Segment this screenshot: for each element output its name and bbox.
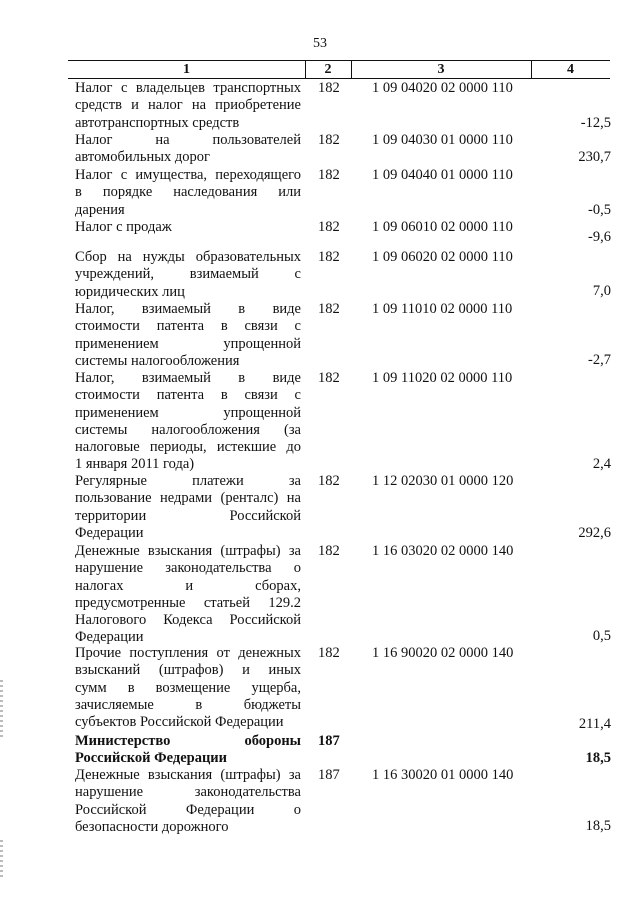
row-name: [75, 80, 301, 132]
row-name: [75, 473, 301, 542]
row-budget-code: 1 16 03020 02 0000 140: [372, 543, 514, 559]
row-amount: 292,6: [578, 525, 611, 541]
row-admin-code: 182: [318, 132, 340, 148]
row-name-line: стоимости патента в связи с: [75, 387, 301, 404]
row-name-line: Прочие поступления от денежных: [75, 645, 301, 661]
row-name-line: юридических лиц: [75, 283, 185, 300]
row-name-line: Российской Федерации: [75, 750, 228, 767]
row-admin-code: 182: [318, 543, 340, 559]
row-name: [75, 733, 301, 768]
row-name-line: Федерации: [75, 629, 144, 646]
row-name-line: Сбор на нужды образовательных: [75, 249, 301, 265]
row-amount: -2,7: [588, 352, 611, 368]
row-admin-code: 182: [318, 80, 340, 96]
row-name: [75, 301, 301, 370]
row-admin-code: 187: [318, 767, 340, 783]
row-name-line: Налог с имущества, переходящего: [75, 167, 301, 183]
scan-edge-mark: [0, 840, 3, 880]
row-name-line: Налог с продаж: [75, 219, 172, 235]
row-amount: 7,0: [592, 283, 611, 299]
page-number: 53: [313, 36, 327, 51]
row-name-line: Регулярные платежи за: [75, 473, 301, 489]
row-name-line: территории Российской: [75, 507, 301, 524]
row-admin-code: 182: [318, 167, 340, 183]
row-name: [75, 219, 301, 236]
row-name: [75, 767, 301, 836]
row-name: [75, 249, 301, 301]
row-name-line: взысканий (штрафов) и иных: [75, 662, 301, 679]
row-amount: -9,6: [588, 229, 611, 245]
row-name: [75, 645, 301, 731]
row-name-line: учреждений, взимаемый с: [75, 266, 301, 283]
row-name-line: применением упрощенной: [75, 335, 301, 352]
row-name-line: применением упрощенной: [75, 404, 301, 421]
row-name-line: Налог, взимаемый в виде: [75, 370, 301, 386]
row-amount: -12,5: [580, 115, 611, 131]
row-amount: 2,4: [592, 456, 611, 472]
scan-edge-mark: [0, 680, 3, 740]
row-budget-code: 1 09 11020 02 0000 110: [372, 370, 513, 386]
row-budget-code: 1 09 04030 01 0000 110: [372, 132, 513, 148]
row-name: [75, 543, 301, 647]
row-amount: 230,7: [578, 149, 611, 165]
row-name-line: налоговые периоды, истекшие до: [75, 439, 301, 456]
row-amount: -0,5: [588, 202, 611, 218]
row-name-line: нарушение законодательства: [75, 784, 301, 801]
header-col-1: 1: [183, 62, 190, 77]
row-amount: 18,5: [585, 750, 611, 766]
row-amount: 211,4: [578, 716, 611, 732]
header-col-3: 3: [437, 62, 445, 77]
row-name-line: в порядке наследования или: [75, 184, 301, 201]
row-name-line: безопасности дорожного: [75, 818, 229, 835]
row-name-line: дарения: [75, 201, 125, 218]
row-admin-code: 182: [318, 219, 340, 235]
row-amount: 18,5: [585, 818, 611, 834]
row-budget-code: 1 09 04020 02 0000 110: [372, 80, 513, 96]
row-name-line: автотранспортных средств: [75, 114, 240, 131]
row-name: [75, 132, 301, 167]
row-budget-code: 1 16 90020 02 0000 140: [372, 645, 514, 661]
row-name: [75, 167, 301, 219]
header-col-2: 2: [324, 62, 332, 77]
row-name-line: субъектов Российской Федерации: [75, 714, 284, 731]
row-amount: 0,5: [592, 628, 611, 644]
row-name-line: Денежные взыскания (штрафы) за: [75, 543, 301, 559]
row-name-line: системы налогообложения: [75, 352, 240, 369]
row-admin-code: 182: [318, 645, 340, 661]
row-name-line: Российской Федерации о: [75, 801, 301, 818]
row-name-line: Министерство обороны: [75, 733, 301, 749]
row-name-line: предусмотренные статьей 129.2: [75, 594, 301, 611]
row-name-line: средств и налог на приобретение: [75, 97, 301, 114]
row-name-line: системы налогообложения (за: [75, 421, 301, 438]
row-name-line: автомобильных дорог: [75, 149, 210, 166]
row-budget-code: 1 12 02030 01 0000 120: [372, 473, 514, 489]
row-admin-code: 182: [318, 301, 340, 317]
row-name-line: нарушение законодательства о: [75, 560, 301, 577]
row-admin-code: 182: [318, 249, 340, 265]
row-name-line: стоимости патента в связи с: [75, 318, 301, 335]
table-header: [68, 60, 610, 79]
row-name-line: налогах и сборах,: [75, 577, 301, 594]
row-admin-code: 187: [318, 733, 340, 749]
row-name-line: зачисляемые в бюджеты: [75, 696, 301, 713]
header-col-4: 4: [567, 62, 574, 77]
row-name: [75, 370, 301, 474]
row-budget-code: 1 09 06010 02 0000 110: [372, 219, 513, 235]
row-name-line: Налог с владельцев транспортных: [75, 80, 301, 96]
row-name-line: Федерации: [75, 524, 144, 541]
row-name-line: Налог, взимаемый в виде: [75, 301, 301, 317]
row-name-line: сумм в возмещение ущерба,: [75, 679, 301, 696]
row-name-line: пользование недрами (ренталс) на: [75, 490, 301, 507]
row-budget-code: 1 09 11010 02 0000 110: [372, 301, 513, 317]
row-budget-code: 1 09 06020 02 0000 110: [372, 249, 513, 265]
row-admin-code: 182: [318, 473, 340, 489]
row-name-line: Налогового Кодекса Российской: [75, 612, 301, 629]
row-name-line: Налог на пользователей: [75, 132, 301, 148]
row-budget-code: 1 09 04040 01 0000 110: [372, 167, 513, 183]
row-name-line: 1 января 2011 года): [75, 456, 195, 473]
row-budget-code: 1 16 30020 01 0000 140: [372, 767, 514, 783]
row-admin-code: 182: [318, 370, 340, 386]
row-name-line: Денежные взыскания (штрафы) за: [75, 767, 301, 783]
